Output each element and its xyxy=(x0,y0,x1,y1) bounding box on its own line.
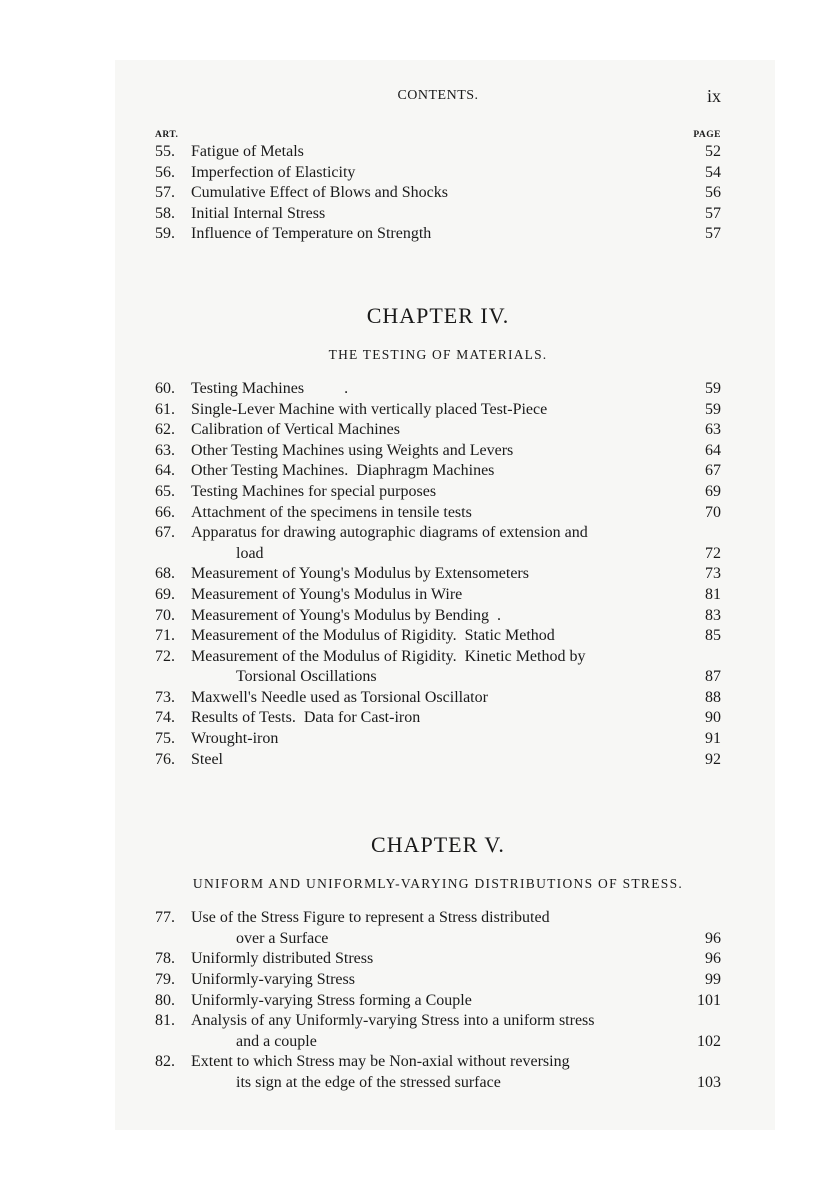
page-number: ix xyxy=(706,86,721,106)
entry-title: Use of the Stress Figure to represent a Stress distributed xyxy=(191,909,550,927)
toc-entry xyxy=(155,729,721,750)
toc-entry xyxy=(155,420,721,441)
entry-title-block xyxy=(191,420,681,441)
toc-entry xyxy=(155,585,721,606)
toc-entry xyxy=(155,606,721,627)
toc-entry xyxy=(155,1011,721,1052)
toc-entry xyxy=(155,1052,721,1093)
toc-entry xyxy=(155,991,721,1012)
entry-title-block xyxy=(191,503,681,524)
entry-title-block xyxy=(191,750,681,771)
toc-entry xyxy=(155,142,721,163)
entry-title-block xyxy=(191,949,681,970)
column-headings xyxy=(155,130,721,140)
toc-entry xyxy=(155,461,721,482)
entry-page-number: 96 xyxy=(705,929,721,947)
toc-entry xyxy=(155,482,721,503)
entry-title-block xyxy=(191,708,681,729)
toc-entry xyxy=(155,204,721,225)
chapter-4-list xyxy=(155,379,721,770)
entry-title: Initial Internal Stress xyxy=(191,204,326,222)
toc-entry xyxy=(155,400,721,421)
entry-title-block xyxy=(191,564,681,585)
entry-page-number: 57 xyxy=(705,204,721,222)
entry-title: Testing Machines . xyxy=(191,379,349,397)
article-number: 67. xyxy=(155,524,175,542)
article-number: 75. xyxy=(155,730,175,748)
entry-title: Uniformly-varying Stress xyxy=(191,971,355,989)
chapter-subtitle: THE TESTING OF MATERIALS. xyxy=(328,346,548,362)
toc-entry xyxy=(155,908,721,949)
entry-title: Measurement of Young's Modulus by Extensometers xyxy=(191,565,529,583)
entry-page-number: 69 xyxy=(705,482,721,500)
entry-title-continuation: its sign at the edge of the stressed surface xyxy=(236,1074,501,1091)
entry-title-block xyxy=(191,1011,681,1052)
entry-title-block xyxy=(191,461,681,482)
entry-title-block xyxy=(191,647,681,688)
article-number: 68. xyxy=(155,565,175,583)
article-number: 72. xyxy=(155,647,175,665)
article-number: 69. xyxy=(155,585,175,603)
article-number: 71. xyxy=(155,627,175,645)
toc-entry xyxy=(155,441,721,462)
entry-title: Influence of Temperature on Strength xyxy=(191,225,432,243)
entry-title-block xyxy=(191,729,681,750)
entry-title-block xyxy=(191,183,681,204)
article-number: 76. xyxy=(155,750,175,768)
article-number: 62. xyxy=(155,421,175,439)
article-number: 66. xyxy=(155,503,175,521)
article-number: 80. xyxy=(155,991,175,1009)
entry-title-block xyxy=(191,441,681,462)
entry-title: Measurement of the Modulus of Rigidity. Static Method xyxy=(191,627,555,645)
entry-page-number: 63 xyxy=(705,421,721,439)
entry-page-number: 87 xyxy=(705,668,721,686)
entry-title: Imperfection of Elasticity xyxy=(191,163,356,181)
article-number: 58. xyxy=(155,204,175,222)
article-number: 74. xyxy=(155,709,175,727)
entry-page-number: 67 xyxy=(705,462,721,480)
entry-title-block xyxy=(191,482,681,503)
entry-title-continuation: load xyxy=(236,544,264,562)
entry-page-number: 70 xyxy=(705,503,721,521)
toc-entry xyxy=(155,224,721,245)
entry-page-number: 64 xyxy=(705,441,721,459)
entry-title: Single-Lever Machine with vertically placed Test-Piece xyxy=(191,400,548,418)
article-number: 73. xyxy=(155,688,175,706)
entry-title-block xyxy=(191,626,681,647)
chapter-subtitle: UNIFORM AND UNIFORMLY-VARYING DISTRIBUTIONS OF STRESS. xyxy=(192,876,684,892)
toc-entry xyxy=(155,949,721,970)
entry-title-block xyxy=(191,523,681,564)
entry-page-number: 81 xyxy=(705,585,721,603)
toc-entry xyxy=(155,626,721,647)
entry-title-block xyxy=(191,606,681,627)
section-list-1 xyxy=(155,142,721,245)
article-number: 77. xyxy=(155,909,175,927)
entry-page-number: 72 xyxy=(705,544,721,562)
entry-page-number: 91 xyxy=(705,730,721,748)
entry-title-continuation: and a couple xyxy=(236,1032,317,1050)
entry-page-number: 102 xyxy=(697,1032,721,1050)
toc-entry xyxy=(155,183,721,204)
entry-title: Measurement of the Modulus of Rigidity. Kinetic Method by xyxy=(191,647,586,665)
entry-title-block xyxy=(191,688,681,709)
entry-title: Uniformly distributed Stress xyxy=(191,950,374,968)
article-number: 82. xyxy=(155,1053,175,1071)
entry-page-number: 56 xyxy=(705,184,721,202)
entry-title-block xyxy=(191,400,681,421)
entry-title-block xyxy=(191,142,681,163)
entry-title: Testing Machines for special purposes xyxy=(191,482,437,500)
article-number: 59. xyxy=(155,225,175,243)
article-number: 56. xyxy=(155,163,175,181)
entry-title-continuation: Torsional Oscillations xyxy=(236,668,377,686)
article-number: 70. xyxy=(155,606,175,624)
toc-entry xyxy=(155,379,721,400)
entry-title-block xyxy=(191,379,681,400)
article-number: 81. xyxy=(155,1012,175,1030)
page-column-heading: PAGE xyxy=(693,130,721,140)
entry-page-number: 90 xyxy=(705,709,721,727)
entry-page-number: 52 xyxy=(705,143,721,160)
entry-page-number: 92 xyxy=(705,750,721,768)
entry-title: Steel xyxy=(191,750,223,768)
entry-title: Measurement of Young's Modulus in Wire xyxy=(191,585,463,603)
entry-title: Other Testing Machines using Weights and Levers xyxy=(191,441,514,459)
entry-title: Maxwell's Needle used as Torsional Oscillator xyxy=(191,688,488,706)
article-number: 61. xyxy=(155,400,175,418)
article-number: 63. xyxy=(155,441,175,459)
entry-title: Results of Tests. Data for Cast-iron xyxy=(191,709,421,727)
toc-entry xyxy=(155,163,721,184)
chapter-5-list xyxy=(155,908,721,1093)
entry-title-block xyxy=(191,908,681,949)
entry-page-number: 54 xyxy=(705,163,721,181)
entry-title: Extent to which Stress may be Non-axial without reversing xyxy=(191,1053,570,1071)
running-header xyxy=(155,88,721,112)
entry-title: Other Testing Machines. Diaphragm Machines xyxy=(191,462,495,480)
toc-entry xyxy=(155,647,721,688)
entry-page-number: 103 xyxy=(697,1074,721,1091)
article-number: 65. xyxy=(155,482,175,500)
entry-page-number: 83 xyxy=(705,606,721,624)
toc-entry xyxy=(155,708,721,729)
entry-page-number: 59 xyxy=(705,400,721,418)
entry-title-block xyxy=(191,991,681,1012)
entry-title: Uniformly-varying Stress forming a Couple xyxy=(191,991,472,1009)
entry-title-block xyxy=(191,224,681,245)
article-number: 64. xyxy=(155,462,175,480)
article-number: 78. xyxy=(155,950,175,968)
article-number: 60. xyxy=(155,379,175,397)
entry-title: Attachment of the specimens in tensile tests xyxy=(191,503,472,521)
article-number: 55. xyxy=(155,143,175,160)
toc-entry xyxy=(155,688,721,709)
entry-page-number: 88 xyxy=(705,688,721,706)
entry-page-number: 59 xyxy=(705,379,721,397)
entry-title-block xyxy=(191,585,681,606)
entry-page-number: 57 xyxy=(705,225,721,243)
entry-title-block xyxy=(191,970,681,991)
entry-title: Wrought-iron xyxy=(191,730,279,748)
toc-entry xyxy=(155,503,721,524)
article-number: 57. xyxy=(155,184,175,202)
entry-title: Analysis of any Uniformly-varying Stress into a uniform stress xyxy=(191,1012,595,1030)
entry-page-number: 101 xyxy=(697,991,721,1009)
article-column-heading: ART. xyxy=(155,130,179,140)
running-title: CONTENTS. xyxy=(397,88,479,103)
toc-entry xyxy=(155,750,721,771)
entry-title: Cumulative Effect of Blows and Shocks xyxy=(191,184,448,202)
toc-entry xyxy=(155,523,721,564)
entry-page-number: 73 xyxy=(705,565,721,583)
entry-title-continuation: over a Surface xyxy=(236,929,329,947)
entry-title: Calibration of Vertical Machines xyxy=(191,421,400,439)
article-number: 79. xyxy=(155,971,175,989)
contents-page xyxy=(155,88,721,1094)
entry-page-number: 85 xyxy=(705,627,721,645)
entry-title-block xyxy=(191,1052,681,1093)
entry-page-number: 96 xyxy=(705,950,721,968)
toc-entry xyxy=(155,564,721,585)
toc-entry xyxy=(155,970,721,991)
entry-title: Measurement of Young's Modulus by Bending . xyxy=(191,606,501,624)
entry-title-block xyxy=(191,163,681,184)
entry-title: Apparatus for drawing autographic diagrams of extension and xyxy=(191,524,588,542)
entry-title: Fatigue of Metals xyxy=(191,143,304,160)
chapter-heading: CHAPTER V. xyxy=(371,832,505,858)
entry-page-number: 99 xyxy=(705,971,721,989)
chapter-heading: CHAPTER IV. xyxy=(366,302,510,328)
entry-title-block xyxy=(191,204,681,225)
